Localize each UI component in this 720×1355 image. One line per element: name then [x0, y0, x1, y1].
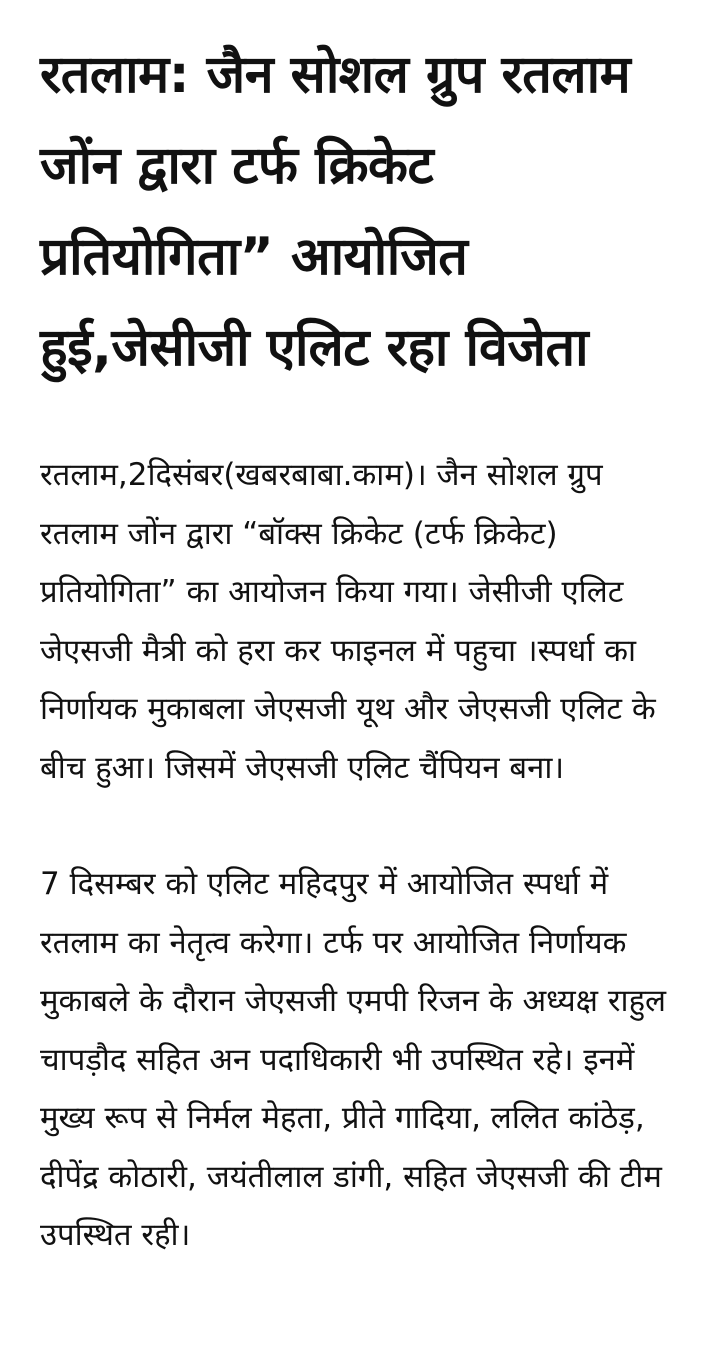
article-paragraph-2: 7 दिसम्बर को एलिट महिदपुर में आयोजित स्पर्धा में रतलाम का नेतृत्व करेगा। टर्फ पर आयोजित निर्णायक मुकाबले के दौरान जेएसजी एमपी रिजन के अध्यक्ष राहुल चापड़ौद सहित अन पदाधिकारी भी उपस्थित रहे। इनमें मुख्य रूप से निर्मल मेहता, प्रीते गादिया, ललित कांठेड़, दीपेंद्र कोठारी, जयंतीलाल डांगी, सहित जेएसजी की टीम उपस्थित रही।	[40, 866, 667, 1253]
article-headline: रतलाम: जैन सोशल ग्रुप रतलाम जोंन द्वारा टर्फ क्रिकेट प्रतियोगिता” आयोजित हुई,जेसीजी एलिट रहा विजेता	[40, 45, 631, 378]
article-paragraph-1: रतलाम,2दिसंबर(खबरबाबा.काम)। जैन सोशल ग्रुप रतलाम जोंन द्वारा “बॉक्स क्रिकेट (टर्फ क्रिकेट) प्रतियोगिता” का आयोजन किया गया। जेसीजी एलिट जेएसजी मैत्री को हरा कर फाइनल में पहुचा ।स्पर्धा का निर्णायक मुकाबला जेएसजी यूथ और जेएसजी एलिट के बीच हुआ। जिसमें जेएसजी एलिट चैंपियन बना।	[40, 457, 656, 786]
